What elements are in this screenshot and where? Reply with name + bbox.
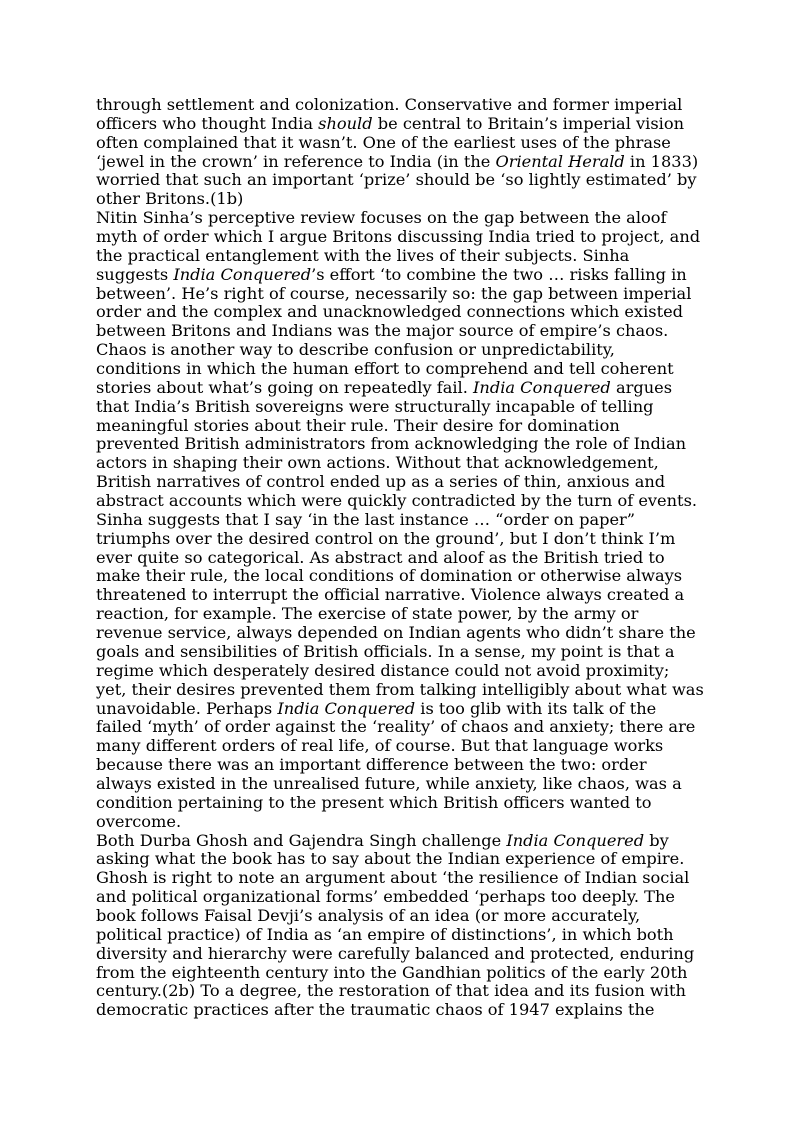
text-run: threatened to interrupt the official narrative. Violence always created a xyxy=(96,585,685,605)
text-run: democratic practices after the traumatic chaos of 1947 explains the xyxy=(96,1000,655,1020)
text-run: failed ‘myth’ of order against the ‘reality’ of chaos and anxiety; there are xyxy=(96,717,696,737)
text-line xyxy=(96,190,716,209)
text-run: asking what the book has to say about the Indian experience of empire. xyxy=(96,849,685,869)
text-line xyxy=(96,756,716,775)
text-line xyxy=(96,624,716,643)
text-line xyxy=(96,322,716,341)
text-line xyxy=(96,567,716,586)
text-line xyxy=(96,285,716,304)
text-run: abstract accounts which were quickly contradicted by the turn of events. xyxy=(96,491,698,511)
text-run: order and the complex and unacknowledged connections which existed xyxy=(96,302,684,322)
text-run: condition pertaining to the present which British officers wanted to xyxy=(96,792,652,812)
text-line xyxy=(96,926,716,945)
text-line xyxy=(96,530,716,549)
italic-text-run: India Conquered xyxy=(473,377,611,397)
text-run: overcome. xyxy=(96,811,182,831)
text-line xyxy=(96,360,716,379)
italic-text-run: India Conquered xyxy=(506,830,645,850)
text-run: century.(2b) To a degree, the restoration of that idea and its fusion with xyxy=(96,981,686,1001)
text-run: prevented British administrators from acknowledging the role of Indian xyxy=(96,434,687,454)
text-line xyxy=(96,115,716,134)
text-run: Chaos is another way to describe confusion or unpredictability, xyxy=(96,340,615,360)
text-line xyxy=(96,341,716,360)
text-line xyxy=(96,454,716,473)
text-run: between’. He’s right of course, necessarily so: the gap between imperial xyxy=(96,283,692,303)
text-run: revenue service, always depended on Indian agents who didn’t share the xyxy=(96,623,696,643)
text-line xyxy=(96,964,716,983)
text-line xyxy=(96,417,716,436)
text-line xyxy=(96,153,716,172)
text-run: diversity and hierarchy were carefully balanced and protected, enduring xyxy=(96,943,695,963)
text-line xyxy=(96,869,716,888)
text-line xyxy=(96,945,716,964)
text-run: unavoidable. Perhaps xyxy=(96,698,278,718)
text-line xyxy=(96,888,716,907)
text-run: from the eighteenth century into the Gandhian politics of the early 20th xyxy=(96,962,688,982)
text-run: Nitin Sinha’s perceptive review focuses on the gap between the aloof xyxy=(96,208,667,228)
text-line xyxy=(96,907,716,926)
text-run: other Britons.(1b) xyxy=(96,189,244,209)
text-line xyxy=(96,228,716,247)
text-line xyxy=(96,96,716,115)
text-line xyxy=(96,737,716,756)
text-line xyxy=(96,681,716,700)
text-run: meaningful stories about their rule. Their desire for domination xyxy=(96,415,620,435)
text-line xyxy=(96,303,716,322)
text-run: regime which desperately desired distance could not avoid proximity; xyxy=(96,660,670,680)
text-line xyxy=(96,850,716,869)
text-line xyxy=(96,794,716,813)
text-line xyxy=(96,718,716,737)
text-run: through settlement and colonization. Conservative and former imperial xyxy=(96,95,683,114)
text-run: many different orders of real life, of course. But that language works xyxy=(96,736,664,756)
text-run: triumphs over the desired control on the ground’, but I don’t think I’m xyxy=(96,528,676,548)
text-run: stories about what’s going on repeatedly fail. xyxy=(96,377,474,397)
text-run: suggests xyxy=(96,264,174,284)
text-run: Ghosh is right to note an argument about ‘the resilience of Indian social xyxy=(96,868,690,888)
text-run: and political organizational forms’ embedded ‘perhaps too deeply. The xyxy=(96,887,675,907)
text-line xyxy=(96,662,716,681)
text-run: book follows Faisal Devji’s analysis of an idea (or more accurately, xyxy=(96,905,641,925)
text-line xyxy=(96,813,716,832)
text-run: officers who thought India xyxy=(96,113,319,133)
text-run: often complained that it wasn’t. One of the earliest uses of the phrase xyxy=(96,132,671,152)
text-run: ’s effort ‘to combine the two … risks falling in xyxy=(311,264,687,284)
text-line xyxy=(96,209,716,228)
text-line xyxy=(96,134,716,153)
text-run: Sinha suggests that I say ‘in the last instance … “order on paper” xyxy=(96,509,636,529)
text-line xyxy=(96,473,716,492)
italic-text-run: should xyxy=(318,113,373,133)
text-line xyxy=(96,1001,716,1020)
text-run: reaction, for example. The exercise of state power, by the army or xyxy=(96,604,639,624)
text-line xyxy=(96,266,716,285)
text-line xyxy=(96,643,716,662)
text-line xyxy=(96,700,716,719)
text-run: because there was an important difference between the two: order xyxy=(96,755,647,775)
body-text xyxy=(96,96,716,1020)
text-line xyxy=(96,511,716,530)
text-line xyxy=(96,398,716,417)
text-run: always existed in the unrealised future, while anxiety, like chaos, was a xyxy=(96,773,682,793)
text-run: goals and sensibilities of British officials. In a sense, my point is that a xyxy=(96,641,675,661)
text-line xyxy=(96,171,716,190)
text-run: conditions in which the human effort to comprehend and tell coherent xyxy=(96,359,674,379)
text-run: ‘jewel in the crown’ in reference to India (in the xyxy=(96,151,496,171)
text-run: British narratives of control ended up as a series of thin, anxious and xyxy=(96,472,666,492)
text-run: myth of order which I argue Britons discussing India tried to project, and xyxy=(96,227,701,247)
text-run: by xyxy=(644,830,669,850)
text-line xyxy=(96,982,716,1001)
text-run: yet, their desires prevented them from talking intelligibly about what was xyxy=(96,679,704,699)
text-line xyxy=(96,586,716,605)
text-run: make their rule, the local conditions of domination or otherwise always xyxy=(96,566,683,586)
text-run: worried that such an important ‘prize’ should be ‘so lightly estimated’ by xyxy=(96,170,697,190)
text-run: be central to Britain’s imperial vision xyxy=(372,113,685,133)
text-line xyxy=(96,247,716,266)
text-line xyxy=(96,549,716,568)
text-run: between Britons and Indians was the major source of empire’s chaos. xyxy=(96,321,669,341)
text-line xyxy=(96,832,716,851)
text-run: Both Durba Ghosh and Gajendra Singh challenge xyxy=(96,830,507,850)
text-line xyxy=(96,492,716,511)
text-run: political practice) of India as ‘an empire of distinctions’, in which both xyxy=(96,924,674,944)
text-run: that India’s British sovereigns were structurally incapable of telling xyxy=(96,396,654,416)
text-run: is too glib with its talk of the xyxy=(415,698,657,718)
text-run: ever quite so categorical. As abstract and aloof as the British tried to xyxy=(96,547,665,567)
text-line xyxy=(96,605,716,624)
text-run: argues xyxy=(610,377,673,397)
text-run: actors in shaping their own actions. Without that acknowledgement, xyxy=(96,453,659,473)
text-run: the practical entanglement with the lives of their subjects. Sinha xyxy=(96,245,630,265)
italic-text-run: India Conquered xyxy=(173,264,312,284)
text-line xyxy=(96,435,716,454)
text-line xyxy=(96,379,716,398)
text-line xyxy=(96,775,716,794)
italic-text-run: Oriental Herald xyxy=(495,151,625,171)
text-run: in 1833) xyxy=(624,151,699,171)
italic-text-run: India Conquered xyxy=(277,698,416,718)
